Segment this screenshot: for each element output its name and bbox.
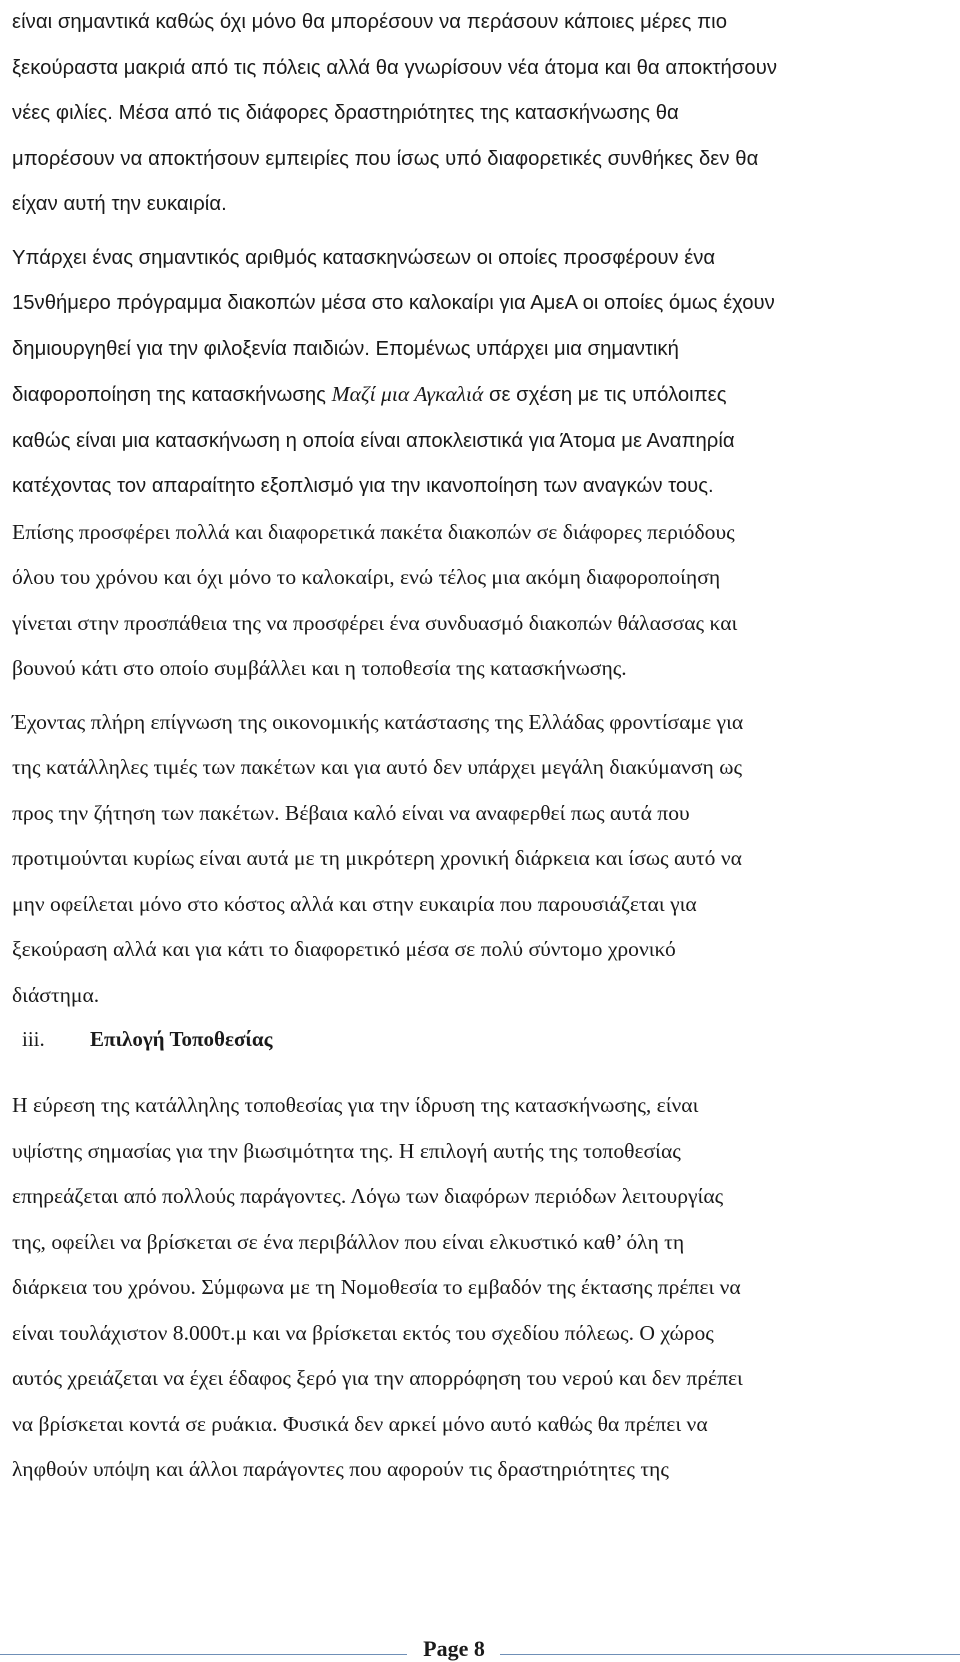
paragraph-1 xyxy=(12,0,912,228)
text-line: νέες φιλίες. Μέσα από τις διάφορες δραστηριότητες της κατασκήνωσης θα xyxy=(12,102,679,124)
page-footer xyxy=(0,1636,960,1661)
text-line: διάστημα. xyxy=(12,982,100,1007)
text-line: προτιμούνται κυρίως είναι αυτά με τη μικρότερη χρονική διάρκεια και ίσως αυτό να xyxy=(12,846,742,870)
text-line: 15νθήμερο πρόγραμμα διακοπών μέσα στο καλοκαίρι για ΑμεΑ οι οποίες όμως έχουν xyxy=(12,292,775,314)
text-line: ξεκούραση αλλά και για κάτι το διαφορετικό μέσα σε πολύ σύντομο χρονικό xyxy=(12,937,676,961)
text-line: της, οφείλει να βρίσκεται σε ένα περιβάλλον που είναι ελκυστικό καθ’ όλη τη xyxy=(12,1229,685,1254)
page-number: Page 8 xyxy=(423,1636,485,1661)
text-line: όλου του χρόνου και όχι μόνο το καλοκαίρι, ενώ τέλος μια ακόμη διαφοροποίηση xyxy=(12,565,721,589)
text-line: Υπάρχει ένας σημαντικός αριθμός κατασκηνώσεων οι οποίες προσφέρουν ένα xyxy=(12,246,716,269)
text-line: προς την ζήτηση των πακέτων. Βέβαια καλό είναι να αναφερθεί πως αυτά που xyxy=(12,800,690,825)
text-line: διάρκεια του χρόνου. Σύμφωνα με τη Νομοθεσία το εμβαδόν της έκτασης πρέπει να xyxy=(12,1275,741,1299)
text-line: Έχοντας πλήρη επίγνωση της οικονομικής κατάστασης της Ελλάδας φροντίσαμε για xyxy=(12,709,744,734)
text-line: ληφθούν υπόψη και άλλοι παράγοντες που αφορούν τις δραστηριότητες της xyxy=(12,1457,669,1481)
text-line: της κατάλληλες τιμές των πακέτων και για αυτό δεν υπάρχει μεγάλη διακύμανση ως xyxy=(12,755,742,779)
text-line: επηρεάζεται από πολλούς παράγοντες. Λόγω των διαφόρων περιόδων λειτουργίας xyxy=(12,1184,724,1208)
text-line: βουνού κάτι στο οποίο συμβάλλει και η τοποθεσία της κατασκήνωσης. xyxy=(12,656,627,680)
body-text-top xyxy=(12,0,912,1018)
footer-rule-right xyxy=(500,1654,960,1655)
text-line: υψίστης σημασίας για την βιωσιμότητα της. Η επιλογή αυτής της τοποθεσίας xyxy=(12,1138,681,1163)
text-line: είναι σημαντικά καθώς όχι μόνο θα μπορέσουν να περάσουν κάποιες μέρες πιο xyxy=(12,11,728,33)
text-line: ξεκούραστα μακριά από τις πόλεις αλλά θα γνωρίσουν νέα άτομα και θα αποκτήσουν xyxy=(12,56,778,79)
section-heading xyxy=(22,1016,273,1062)
paragraph-2 xyxy=(12,236,912,692)
text-line: είχαν αυτή την ευκαιρία. xyxy=(12,193,227,215)
text-line: κατέχοντας τον απαραίτητο εξοπλισμό για την ικανοποίηση των αναγκών τους. xyxy=(12,475,714,497)
text-line: αυτός χρειάζεται να έχει έδαφος ξερό για την απορρόφηση του νερού και δεν πρέπει xyxy=(12,1366,743,1390)
text-line: μην οφείλεται μόνο στο κόστος αλλά και στην ευκαιρία που παρουσιάζεται για xyxy=(12,891,697,916)
text-line: γίνεται στην προσπάθεια της να προσφέρει ένα συνδυασμό διακοπών θάλασσας και xyxy=(12,610,738,635)
text-line: διαφοροποίηση της κατασκήνωσης Μαζί μια Αγκαλιά σε σχέση με τις υπόλοιπες xyxy=(12,382,727,406)
text-line: Επίσης προσφέρει πολλά και διαφορετικά πακέτα διακοπών σε διάφορες περιόδους xyxy=(12,519,735,544)
paragraph-4 xyxy=(12,1083,912,1493)
section-number: iii. xyxy=(22,1027,45,1051)
section-title: Επιλογή Τοποθεσίας xyxy=(90,1027,273,1051)
text-line: είναι τουλάχιστον 8.000τ.μ και να βρίσκεται εκτός του σχεδίου πόλεως. Ο χώρος xyxy=(12,1320,714,1345)
paragraph-3 xyxy=(12,700,912,1019)
text-line: Η εύρεση της κατάλληλης τοποθεσίας για την ίδρυση της κατασκήνωσης, είναι xyxy=(12,1093,699,1117)
text-line: να βρίσκεται κοντά σε ρυάκια. Φυσικά δεν αρκεί μόνο αυτό καθώς θα πρέπει να xyxy=(12,1411,708,1436)
footer-rule-left xyxy=(0,1654,407,1655)
body-text-bottom xyxy=(12,1083,912,1493)
text-line: δημιουργηθεί για την φιλοξενία παιδιών. Επομένως υπάρχει μια σημαντική xyxy=(12,337,679,360)
text-line: καθώς είναι μια κατασκήνωση η οποία είναι αποκλειστικά για Άτομα με Αναπηρία xyxy=(12,429,735,452)
text-line: μπορέσουν να αποκτήσουν εμπειρίες που ίσως υπό διαφορετικές συνθήκες δεν θα xyxy=(12,147,759,170)
